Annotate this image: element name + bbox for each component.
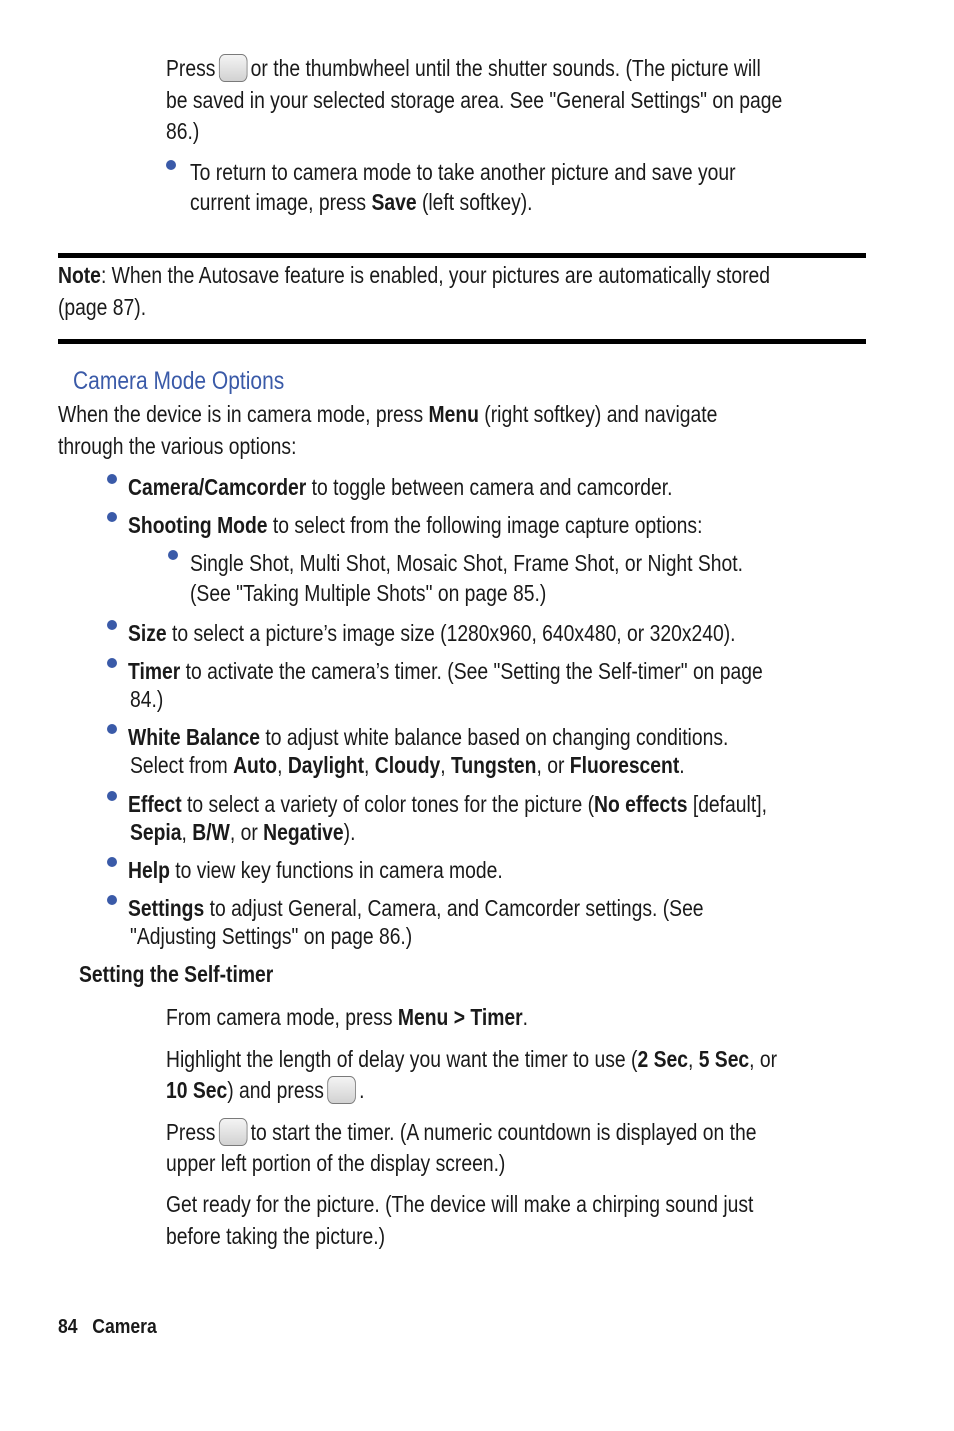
text: to select a picture’s image size (1280x960, 640x480, or 320x240).: [172, 620, 736, 646]
text: [default],: [692, 791, 767, 817]
option-shooting-mode: [128, 510, 702, 541]
option-name: Settings: [128, 895, 205, 921]
timer-step-3-line-1: [166, 1117, 756, 1148]
option-effect: [128, 789, 767, 820]
text: , or: [749, 1046, 778, 1072]
option-name: Size: [128, 620, 167, 646]
option-settings: [128, 893, 704, 924]
timer-step-2-line-2: 10 Sec) and press .: [166, 1077, 365, 1103]
wb-cloudy: Cloudy: [374, 752, 441, 778]
delay-10sec: 10 Sec: [166, 1077, 228, 1103]
text: to adjust General, Camera, and Camcorder settings. (See: [209, 895, 704, 921]
subsection-heading: Setting the Self-timer: [79, 961, 274, 987]
press-shutter-line-3: 86.): [166, 118, 200, 144]
note-line-2: (page 87).: [58, 294, 147, 320]
effect-bw: B/W: [192, 819, 230, 845]
text: ) and press: [227, 1077, 324, 1103]
bullet-icon: [107, 791, 117, 801]
bullet-icon: [107, 658, 117, 668]
footer-section-name: Camera: [92, 1316, 157, 1338]
menu-softkey-label: Menu: [428, 401, 479, 427]
text: to view key functions in camera mode.: [175, 857, 503, 883]
text: to toggle between camera and camcorder.: [311, 474, 673, 500]
timer-step-4-line-1: Get ready for the picture. (The device will make a chirping sound just: [166, 1191, 754, 1217]
wb-auto: Auto: [233, 752, 278, 778]
bullet-icon: [168, 550, 178, 560]
note-top-rule: [58, 253, 866, 258]
option-timer-line-2: 84.): [130, 686, 164, 712]
delay-5sec: 5 Sec: [698, 1046, 750, 1072]
press-shutter-line-1: [166, 53, 761, 84]
shot-types-line-1: Single Shot, Multi Shot, Mosaic Shot, Frame Shot, or Night Shot.: [190, 550, 744, 576]
option-white-balance: [128, 722, 728, 753]
text: Select from: [130, 752, 228, 778]
text: ).: [343, 819, 356, 845]
text: to adjust white balance based on changing conditions.: [265, 724, 729, 750]
option-name: Camera/Camcorder: [128, 474, 307, 500]
section-intro-line-1: [58, 399, 717, 430]
timer-step-3-line-2: upper left portion of the display screen.): [166, 1150, 506, 1176]
text: (left softkey).: [421, 189, 533, 215]
option-size: [128, 618, 736, 649]
text: From camera mode, press: [166, 1004, 393, 1030]
text: to select from the following image capture options:: [272, 512, 703, 538]
text: or the thumbwheel until the shutter sounds. (The picture will: [250, 55, 761, 81]
bullet-icon: [166, 160, 176, 170]
bullet-icon: [107, 620, 117, 630]
return-line-1: To return to camera mode to take another picture and save your: [190, 159, 736, 185]
ok-key-icon: [327, 1076, 356, 1104]
shot-types-line-2: (See "Taking Multiple Shots" on page 85.): [190, 580, 547, 606]
text: to start the timer. (A numeric countdown is displayed on the: [250, 1119, 757, 1145]
section-heading: Camera Mode Options: [73, 367, 285, 395]
bullet-icon: [107, 857, 117, 867]
option-white-balance-line-2: Select from Auto, Daylight, Cloudy, Tungsten, or Fluorescent.: [130, 752, 685, 778]
menu-separator: >: [453, 1004, 466, 1030]
menu-label: Menu: [397, 1004, 449, 1030]
option-timer: [128, 656, 763, 687]
timer-step-1: From camera mode, press Menu > Timer.: [166, 1004, 529, 1030]
ok-key-icon: [219, 1118, 248, 1146]
option-effect-line-2: Sepia, B/W, or Negative).: [130, 819, 356, 845]
bullet-icon: [107, 512, 117, 522]
effect-none: No effects: [594, 791, 688, 817]
press-shutter-line-2: be saved in your selected storage area. See "General Settings" on page: [166, 87, 783, 113]
option-name: Timer: [128, 658, 181, 684]
text: Highlight the length of delay you want the timer to use (: [166, 1046, 638, 1072]
text: to activate the camera’s timer. (See "Setting the Self-timer" on page: [185, 658, 763, 684]
option-settings-line-2: "Adjusting Settings" on page 86.): [130, 923, 413, 949]
text: to select a variety of color tones for the picture (: [187, 791, 595, 817]
section-intro-line-2: through the various options:: [58, 433, 297, 459]
return-line-2: [190, 187, 533, 218]
wb-tungsten: Tungsten: [450, 752, 537, 778]
wb-daylight: Daylight: [287, 752, 365, 778]
text: When the device is in camera mode, press: [58, 401, 424, 427]
option-name: Shooting Mode: [128, 512, 268, 538]
page-footer: [58, 1315, 157, 1339]
option-name: White Balance: [128, 724, 261, 750]
note-bottom-rule: [58, 339, 866, 344]
option-name: Effect: [128, 791, 182, 817]
text: Press: [166, 1119, 216, 1145]
option-name: Help: [128, 857, 170, 883]
text: Press: [166, 55, 216, 81]
wb-fluorescent: Fluorescent: [569, 752, 680, 778]
bullet-icon: [107, 724, 117, 734]
page-number: 84: [58, 1316, 78, 1338]
note-label: Note: [58, 262, 101, 288]
text: , or: [229, 819, 258, 845]
option-help: [128, 855, 503, 886]
save-softkey-label: Save: [371, 189, 417, 215]
effect-negative: Negative: [263, 819, 344, 845]
effect-sepia: Sepia: [130, 819, 182, 845]
delay-2sec: 2 Sec: [637, 1046, 688, 1072]
note-line-1: [58, 260, 770, 291]
bullet-icon: [107, 895, 117, 905]
text: (right softkey) and navigate: [484, 401, 718, 427]
text: current image, press: [190, 189, 367, 215]
timer-step-4-line-2: before taking the picture.): [166, 1223, 386, 1249]
bullet-icon: [107, 474, 117, 484]
text: , or: [536, 752, 565, 778]
ok-key-icon: [219, 54, 248, 82]
text: : When the Autosave feature is enabled, your pictures are automatically stored: [100, 262, 771, 288]
timer-label: Timer: [470, 1004, 523, 1030]
timer-step-2-line-1: Highlight the length of delay you want the timer to use (2 Sec, 5 Sec, or: [166, 1046, 778, 1072]
option-camera-camcorder: [128, 472, 672, 503]
